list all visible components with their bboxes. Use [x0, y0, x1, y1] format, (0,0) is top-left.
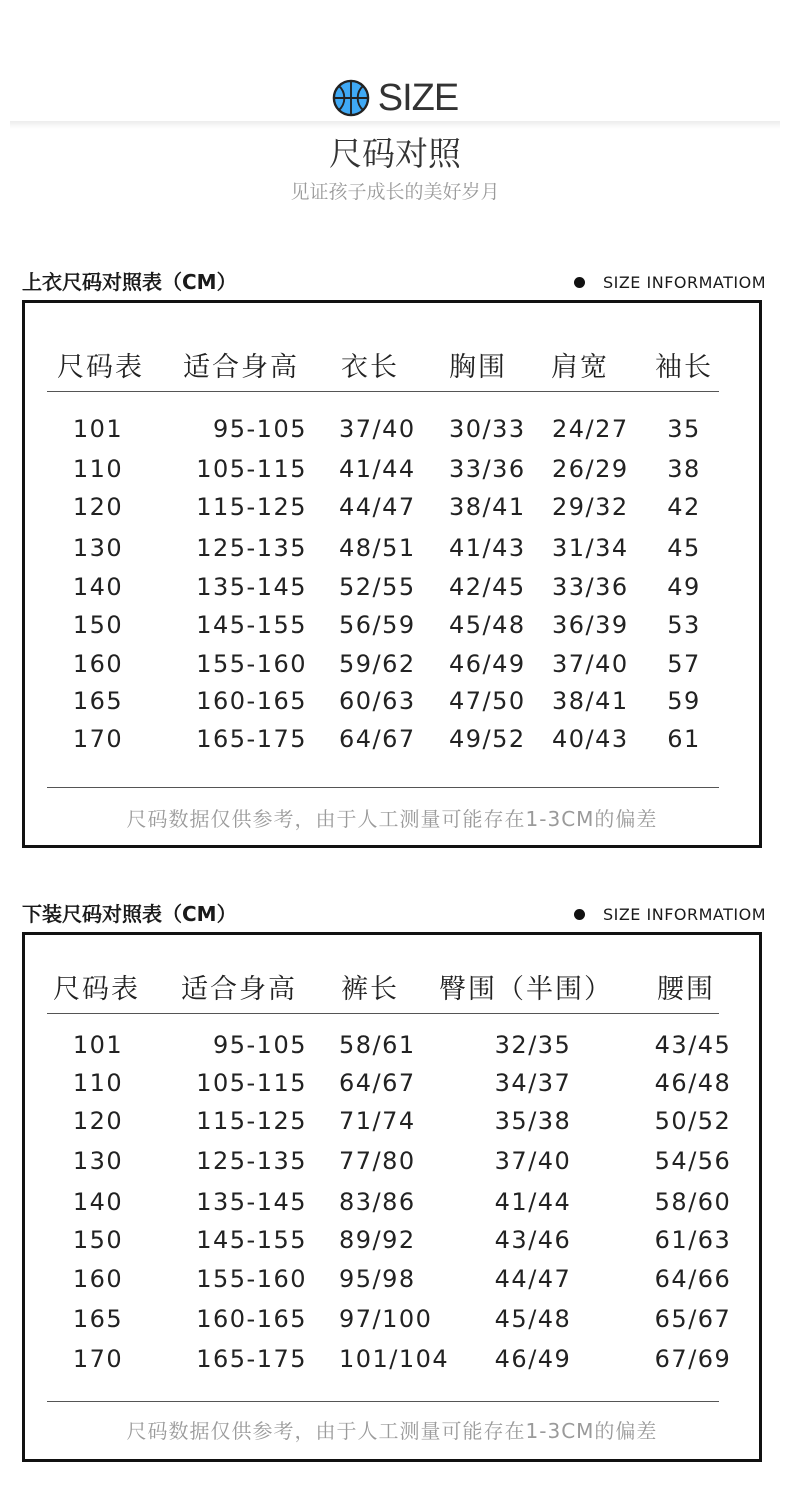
- bullet-icon: [574, 909, 585, 920]
- bottom-size-table: [22, 932, 762, 1462]
- table-cell: 35: [667, 415, 701, 443]
- table-cell: 49/52: [449, 725, 526, 753]
- header-cell: 适合身高: [181, 974, 297, 1005]
- table-cell: 115-125: [196, 1107, 307, 1135]
- table-cell: 83/86: [339, 1188, 416, 1216]
- table-cell: 26/29: [552, 455, 629, 483]
- table-cell: 38/41: [552, 687, 629, 715]
- table-cell: 65/67: [654, 1305, 732, 1333]
- table-rule: [47, 1013, 719, 1014]
- table-cell: 31/34: [552, 534, 629, 562]
- header-cell: 尺码表: [53, 974, 140, 1005]
- table-cell: 37/40: [494, 1147, 572, 1175]
- table-cell: 89/92: [339, 1226, 416, 1254]
- table-cell: 95-105: [212, 415, 307, 443]
- table-cell: 45: [667, 534, 701, 562]
- table-cell: 44/47: [494, 1265, 572, 1293]
- table-cell: 145-155: [196, 611, 307, 639]
- table-cell: 58/60: [654, 1188, 732, 1216]
- table-cell: 53: [667, 611, 701, 639]
- table-cell: 160: [72, 650, 124, 678]
- header-cell: 尺码表: [57, 352, 144, 383]
- table-cell: 160-165: [196, 687, 307, 715]
- header-cell: 适合身高: [183, 352, 299, 383]
- table-cell: 165: [72, 687, 124, 715]
- header-cell: 肩宽: [551, 352, 609, 383]
- table-cell: 45/48: [494, 1305, 572, 1333]
- table-cell: 170: [72, 725, 124, 753]
- table-cell: 49: [667, 573, 701, 601]
- size-logo: [0, 76, 790, 120]
- table-cell: 50/52: [654, 1107, 732, 1135]
- table-cell: 30/33: [449, 415, 526, 443]
- table-cell: 42: [667, 493, 701, 521]
- size-word: SIZE: [377, 76, 459, 119]
- top-table-label: 上衣尺码对照表（CM）: [22, 270, 237, 294]
- table-cell: 64/67: [339, 1069, 416, 1097]
- page-header: [0, 0, 790, 230]
- table-cell: 64/67: [339, 725, 416, 753]
- table-cell: 36/39: [552, 611, 629, 639]
- table-cell: 58/61: [339, 1031, 416, 1059]
- bullet-icon: [574, 277, 585, 288]
- table-cell: 64/66: [654, 1265, 732, 1293]
- page-subtitle: 见证孩子成长的美好岁月: [290, 181, 500, 203]
- header-cell: 臀围（半围）: [439, 974, 613, 1005]
- table-cell: 37/40: [552, 650, 629, 678]
- table-cell: 160-165: [196, 1305, 307, 1333]
- table-cell: 105-115: [196, 455, 307, 483]
- table-cell: 125-135: [196, 534, 307, 562]
- table-cell: 48/51: [339, 534, 416, 562]
- table-cell: 140: [72, 1188, 124, 1216]
- table-cell: 155-160: [196, 1265, 307, 1293]
- table-cell: 105-115: [196, 1069, 307, 1097]
- table-cell: 145-155: [196, 1226, 307, 1254]
- table-cell: 47/50: [449, 687, 526, 715]
- table-cell: 165-175: [196, 1345, 307, 1373]
- table-cell: 120: [72, 493, 124, 521]
- table-cell: 40/43: [552, 725, 629, 753]
- table-cell: 56/59: [339, 611, 416, 639]
- table-cell: 46/48: [654, 1069, 732, 1097]
- table-cell: 59: [667, 687, 701, 715]
- header-cell: 裤长: [341, 974, 399, 1005]
- table-cell: 130: [72, 534, 124, 562]
- table-cell: 110: [72, 455, 124, 483]
- table-cell: 41/43: [449, 534, 526, 562]
- table-cell: 130: [72, 1147, 124, 1175]
- table-cell: 165-175: [196, 725, 307, 753]
- table-cell: 71/74: [339, 1107, 416, 1135]
- table-cell: 29/32: [552, 493, 629, 521]
- table-cell: 35/38: [494, 1107, 572, 1135]
- table-cell: 160: [72, 1265, 124, 1293]
- table-cell: 52/55: [339, 573, 416, 601]
- table-cell: 135-145: [196, 1188, 307, 1216]
- table-cell: 77/80: [339, 1147, 416, 1175]
- table-cell: 101/104: [339, 1345, 450, 1373]
- header-cell: 袖长: [655, 352, 713, 383]
- table-cell: 42/45: [449, 573, 526, 601]
- table-cell: 61: [667, 725, 701, 753]
- table-cell: 54/56: [654, 1147, 732, 1175]
- table-cell: 140: [72, 573, 124, 601]
- table-cell: 95-105: [212, 1031, 307, 1059]
- table-cell: 34/37: [494, 1069, 572, 1097]
- table-cell: 101: [72, 415, 124, 443]
- header-cell: 胸围: [449, 352, 507, 383]
- table-cell: 38: [667, 455, 701, 483]
- table-cell: 165: [72, 1305, 124, 1333]
- table-cell: 97/100: [339, 1305, 433, 1333]
- table-cell: 59/62: [339, 650, 416, 678]
- table-cell: 32/35: [494, 1031, 572, 1059]
- table-cell: 95/98: [339, 1265, 416, 1293]
- table-cell: 41/44: [494, 1188, 572, 1216]
- table-cell: 60/63: [339, 687, 416, 715]
- table-rule: [47, 391, 719, 392]
- table-cell: 101: [72, 1031, 124, 1059]
- table-cell: 125-135: [196, 1147, 307, 1175]
- disclaimer-note: 尺码数据仅供参考，由于人工测量可能存在1-3CM的偏差: [126, 1419, 658, 1443]
- top-size-table: [22, 300, 762, 848]
- table-cell: 33/36: [449, 455, 526, 483]
- table-cell: 135-145: [196, 573, 307, 601]
- table-cell: 57: [667, 650, 701, 678]
- table-cell: 46/49: [494, 1345, 572, 1373]
- table-cell: 45/48: [449, 611, 526, 639]
- top-table-info: [574, 273, 766, 292]
- bottom-table-info: [574, 905, 766, 924]
- table-cell: 155-160: [196, 650, 307, 678]
- table-rule: [47, 1401, 719, 1402]
- table-cell: 37/40: [339, 415, 416, 443]
- disclaimer-note: 尺码数据仅供参考，由于人工测量可能存在1-3CM的偏差: [126, 807, 658, 831]
- table-cell: 120: [72, 1107, 124, 1135]
- bottom-table-label: 下装尺码对照表（CM）: [22, 902, 237, 926]
- info-text: SIZE INFORMATIOM: [602, 273, 766, 292]
- header-cell: 衣长: [341, 352, 399, 383]
- table-cell: 67/69: [654, 1345, 732, 1373]
- table-cell: 38/41: [449, 493, 526, 521]
- table-cell: 150: [72, 1226, 124, 1254]
- table-cell: 43/45: [654, 1031, 732, 1059]
- basketball-icon: [332, 79, 370, 117]
- table-cell: 44/47: [339, 493, 416, 521]
- table-cell: 170: [72, 1345, 124, 1373]
- table-cell: 115-125: [196, 493, 307, 521]
- table-cell: 24/27: [552, 415, 629, 443]
- table-cell: 43/46: [494, 1226, 572, 1254]
- info-text: SIZE INFORMATIOM: [602, 905, 766, 924]
- table-cell: 46/49: [449, 650, 526, 678]
- table-cell: 33/36: [552, 573, 629, 601]
- table-rule: [47, 787, 719, 788]
- page-title: 尺码对照: [329, 134, 461, 173]
- header-cell: 腰围: [657, 974, 715, 1005]
- table-cell: 110: [72, 1069, 124, 1097]
- table-cell: 41/44: [339, 455, 416, 483]
- table-cell: 150: [72, 611, 124, 639]
- table-cell: 61/63: [654, 1226, 732, 1254]
